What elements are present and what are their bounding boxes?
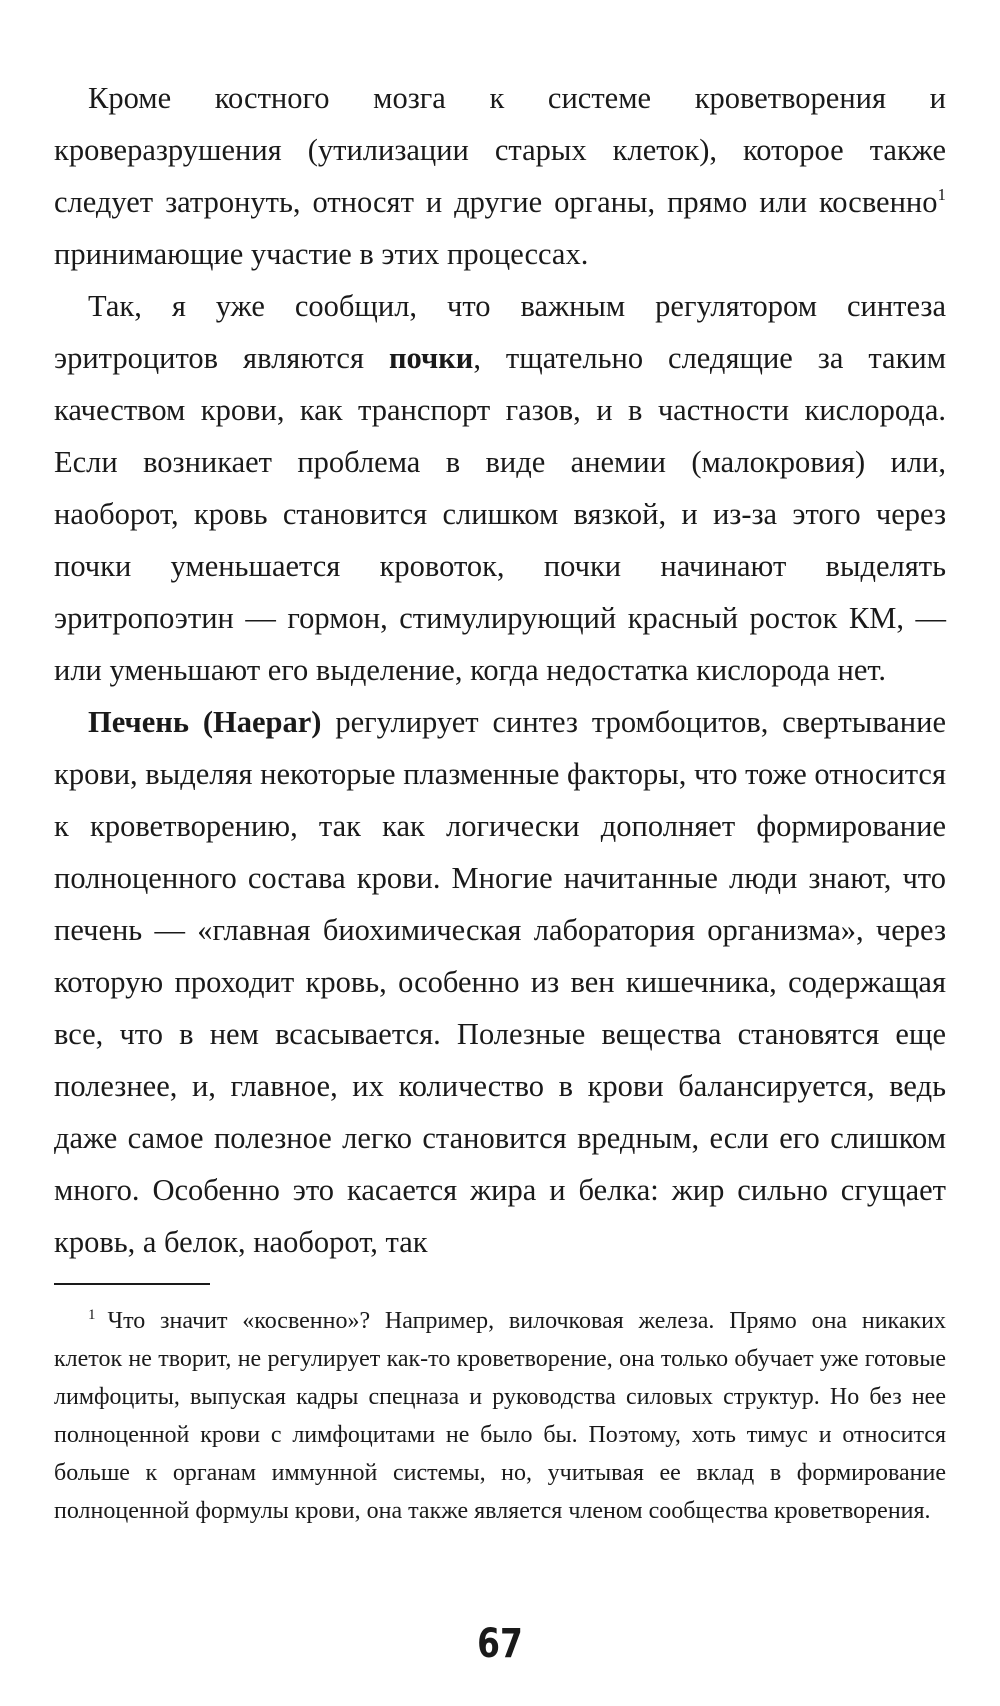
footnote-reference[interactable]: 1 <box>937 185 946 204</box>
term-liver: Печень (Haepar) <box>88 705 322 739</box>
footnote-mark: 1 <box>88 1307 96 1323</box>
paragraph-text: Так, я уже сообщил, что важным регулятором синтеза эритроцитов являются <box>54 289 946 375</box>
paragraph-text: принимающие участие в этих процессах. <box>54 237 589 271</box>
paragraph-text: регулирует синтез тромбоцитов, свертывание крови, выделяя некоторые плазменные факторы, что тоже относится к кроветворению, так как логически дополняет формирование полноценного состава крови. Многие начитанные люди знают, что печень — «главная биохимическая лаборатория организма», через которую проходит кровь, особенно из вен кишечника, содержащая все, что в нем всасывается. Полезные вещества становятся еще полезнее, и, главное, их количество в крови балансируется, ведь даже самое полезное легко становится вредным, если его слишком много. Особенно это касается жира и белка: жир сильно сгущает кровь, а белок, наоборот, так <box>54 705 946 1259</box>
page-number: 67 <box>477 1621 523 1667</box>
paragraph-text: Кроме костного мозга к системе кроветворения и кроверазрушения (утилизации старых клеток), которое также следует затронуть, относят и другие органы, прямо или косвенно <box>54 81 946 219</box>
main-text <box>54 72 946 1268</box>
term-kidneys: почки <box>388 341 474 375</box>
paragraph-liver <box>54 696 946 1268</box>
footnote-divider <box>54 1283 210 1285</box>
paragraph-text: , тщательно следящие за таким качеством крови, как транспорт газов, и в частности кислорода. Если возникает проблема в виде анемии (малокровия) или, наоборот, кровь становится слишком вязкой, и из-за этого через почки уменьшается кровоток, почки начинают выделять эритропоэтин — гормон, стимулирующий красный росток КМ, — или уменьшают его выделение, когда недостатка кислорода нет. <box>54 341 947 687</box>
footnote <box>54 1302 946 1530</box>
footnote-text: Что значит «косвенно»? Например, вилочковая железа. Прямо она никаких клеток не творит, не регулирует как-то кроветворение, она только обучает уже готовые лимфоциты, выпуская кадры спецназа и руководства силовых структур. Но без нее полноценной крови с лимфоцитами не было бы. Поэтому, хоть тимус и относится больше к органам иммунной системы, но, учитывая ее вклад в формирование полноценной формулы крови, она также является членом сообщества кроветворения. <box>54 1308 946 1524</box>
paragraph-kidneys <box>54 280 946 696</box>
paragraph-bone-marrow <box>54 72 946 280</box>
